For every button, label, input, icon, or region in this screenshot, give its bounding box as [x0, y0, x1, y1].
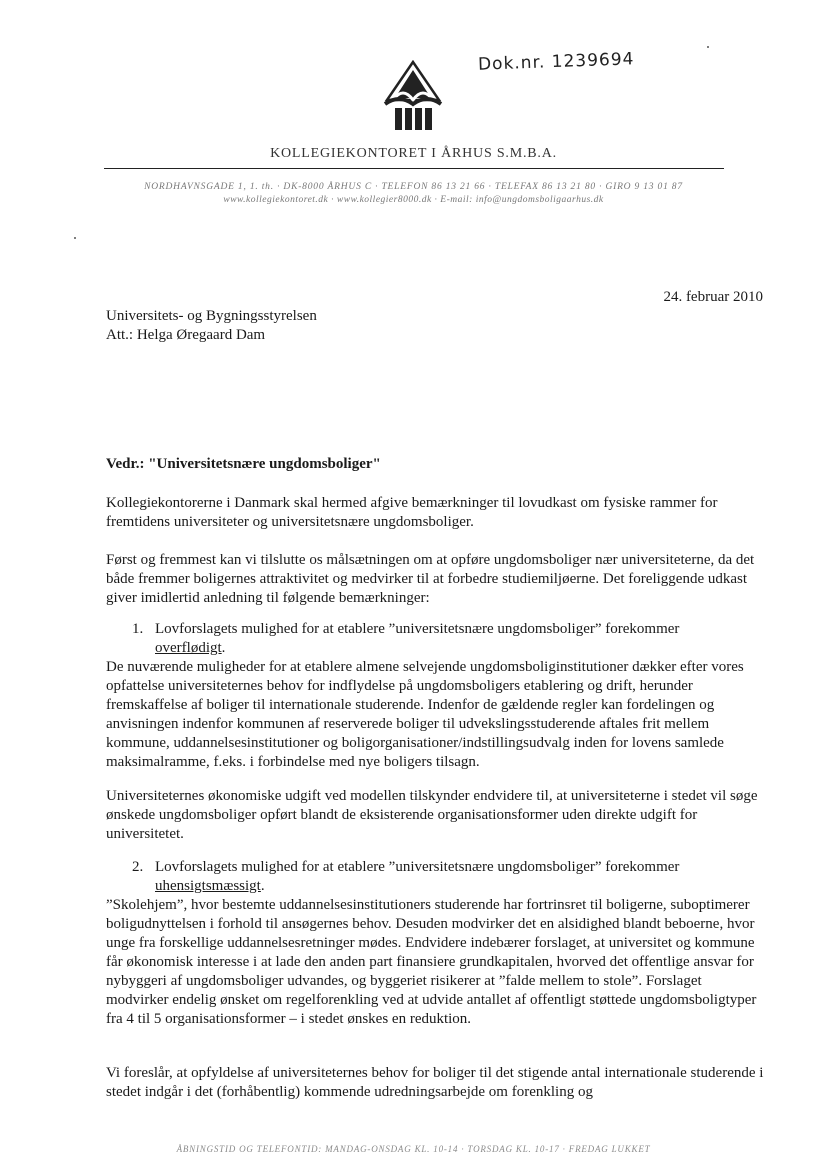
paragraph-school-homes: ”Skolehjem”, hvor bestemte uddannelsesinstitutioners studerende har fortrinsret til boligerne, suboptimerer boligudnyttelsen i forhold til ansøgernes behov. Desuden modvirker det en alsidighed blandt beboerne, hvor unge fra forskellige uddannelsesretninger mødes. Endvidere indebærer forslaget, at universitet og kommune får økonomisk interesse i at lade den anden part finansiere grundkapitalen, hvorved det offentlige ansvar for nybyggeri af ungdomsboliger udvandes, og byggeriet risikerer at ”falde mellem to stole”. Forslaget modvirker endelig ønsket om regelforenkling ved at udvide antallet af offentligt støttede ungdomsboligtyper fra 4 til 5 organisationsformer – i stedet ønskes en reduktion. — [106, 897, 757, 1027]
paragraph-intro: Kollegiekontorerne i Danmark skal hermed afgive bemærkninger til lovudkast om fysiske rammer for fremtidens universiteter og universitetsnære ungdomsboliger. — [106, 495, 718, 530]
recipient-block — [106, 307, 317, 345]
document-number-stamp: Dok.nr. 1239694 — [477, 49, 635, 75]
recipient-attention: Att.: Helga Øregaard Dam — [106, 327, 266, 343]
point-emphasis: uhensigtsmæssigt — [155, 878, 261, 894]
letterhead-web-email: www.kollegiekontoret.dk · www.kollegier8000.dk · E-mail: info@ungdomsboligaarhus.dk — [223, 195, 604, 205]
letter-date: 24. februar 2010 — [663, 289, 763, 305]
point-emphasis: overflødigt — [155, 640, 222, 656]
paragraph-expenses: Universiteternes økonomiske udgift ved modellen tilskynder endvidere til, at universiteterne i stedet vil søge ønskede ungdomsboliger opført blandt de eksisterende organisationsformer uden direkte udgift for universitetet. — [106, 788, 758, 842]
paragraph-proposal: Vi foreslår, at opfyldelse af universiteternes behov for boliger til det stigende antal internationale studerende i stedet indgår i det (forhåbentlig) kommende udredningsarbejde om forenkling og — [106, 1065, 764, 1100]
organization-name: KOLLEGIEKONTORET I ÅRHUS S.M.B.A. — [270, 146, 557, 161]
letterhead-divider — [104, 168, 724, 169]
scan-speck — [74, 237, 76, 239]
point-number: 1. — [132, 621, 144, 637]
footer-opening-hours: ÅBNINGSTID OG TELEFONTID: MANDAG-ONSDAG KL. 10-14 · TORSDAG KL. 10-17 · FREDAG LUKKET — [176, 1144, 651, 1154]
numbered-point-1 — [132, 620, 752, 658]
paragraph-goal: Først og fremmest kan vi tilslutte os målsætningen om at opføre ungdomsboliger nær universiteterne, da det både fremmer boligernes attraktivitet og medvirker til at forbedre studiemiljøerne. Det foreliggende udkast giver imidlertid anledning til følgende bemærkninger: — [106, 552, 755, 606]
numbered-point-2 — [132, 858, 752, 896]
letterhead-address: NORDHAVNSGADE 1, 1. th. · DK-8000 ÅRHUS C · TELEFON 86 13 21 66 · TELEFAX 86 13 21 80 · GIRO 9 13 01 87 — [144, 182, 683, 192]
paragraph-current-options: De nuværende muligheder for at etablere almene selvejende ungdomsboliginstitutioner dækker efter vores opfattelse universiteternes behov for indflydelse på ungdomsboligers etablering og drift, herunder fremskaffelse af boliger til internationale studerende. Indenfor de gældende regler kan fordelingen og anvisningen indenfor kommunen af reserverede boliger til udvekslingsstuderende aftales frit mellem kommune, uddannelsesinstitutioner og boligorganisationer/indstillingsudvalg inden for lovens samlede maksimalramme, f.eks. i forbindelse med nye boligers tilsagn. — [106, 659, 744, 770]
recipient-organization: Universitets- og Bygningsstyrelsen — [106, 308, 317, 324]
point-text: Lovforslagets mulighed for at etablere ”universitetsnære ungdomsboliger” forekommer overflødigt. — [155, 621, 680, 656]
organization-logo — [381, 60, 445, 132]
letter-subject: Vedr.: "Universitetsnære ungdomsboliger" — [106, 456, 381, 472]
point-text: Lovforslagets mulighed for at etablere ”universitetsnære ungdomsboliger” forekommer uhensigtsmæssigt. — [155, 859, 680, 894]
point-number: 2. — [132, 859, 144, 875]
scan-speck — [707, 46, 709, 48]
